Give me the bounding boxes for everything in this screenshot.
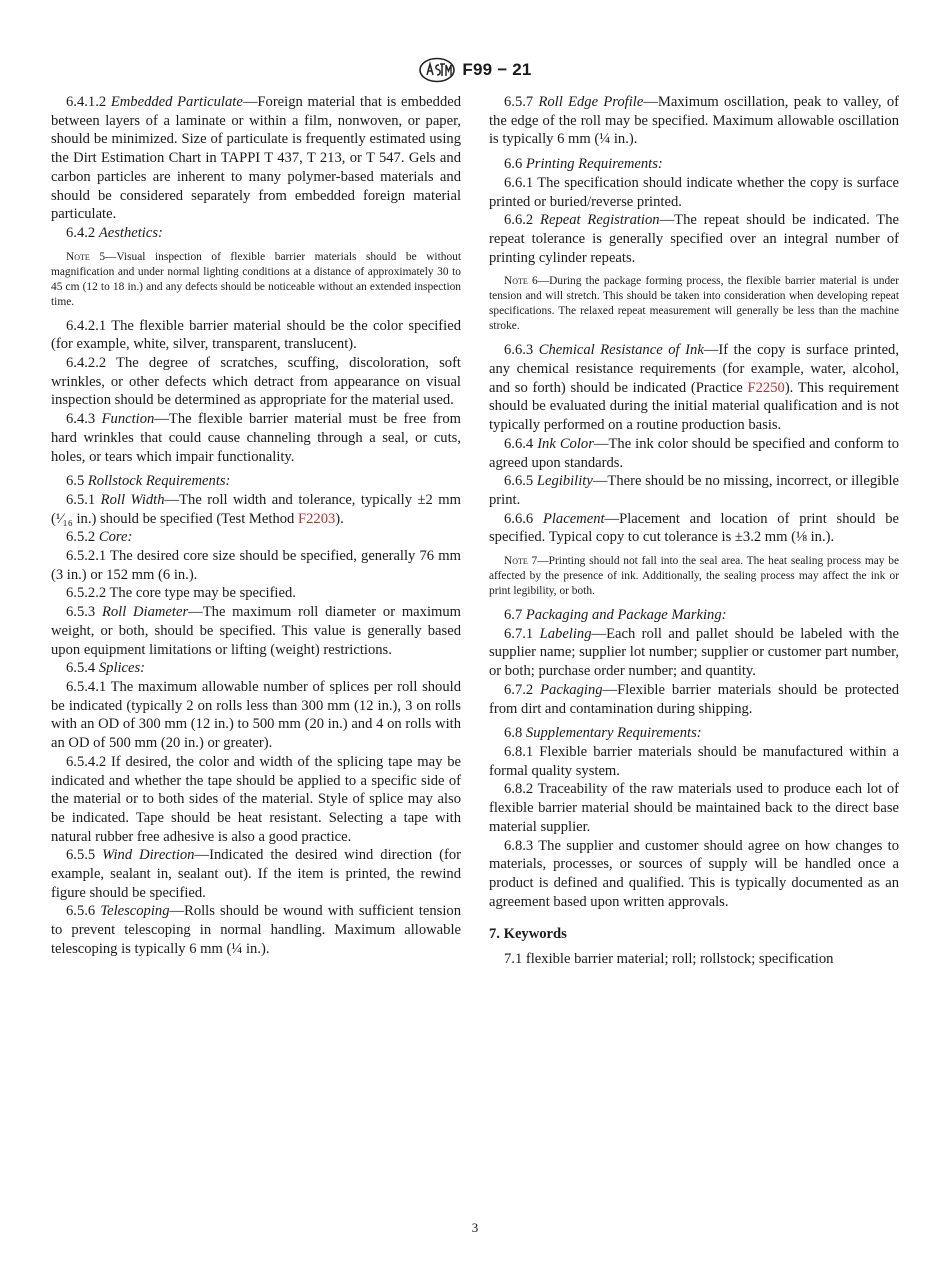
section-6-8: 6.8 Supplementary Requirements:	[504, 725, 702, 742]
link-f2203[interactable]: F2203	[297, 510, 336, 527]
section-6-5-4: 6.5.4 Splices:	[66, 660, 146, 677]
section-6-5-2-1: 6.5.2.1 The desired core size should be specified, generally 76 mm (3 in.) or 152 mm (6 in.).	[51, 548, 461, 583]
section-6-6-5: 6.6.5 Legibility—There should be no missing, incorrect, or illegible print.	[489, 473, 899, 508]
section-6-5-7: 6.5.7 Roll Edge Profile—Maximum oscillation, peak to valley, of the edge of the roll may be specified. Maximum allowable oscillation is typically 6 mm (¼ in.).	[489, 94, 899, 148]
section-6-7: 6.7 Packaging and Package Marking:	[504, 607, 727, 624]
section-6-6-6: 6.6.6 Placement—Placement and location of print should be specified. Typical copy to cut tolerance is ±3.2 mm (⅛ in.).	[489, 510, 899, 546]
note-6: Note 6—During the package forming process, the flexible barrier material is under tension and will stretch. This should be taken into consideration when developing repeat specifications. The relaxed repeat measurement will generally be less than the machine stroke.	[489, 275, 899, 333]
section-6-4-2-1: 6.4.2.1 The flexible barrier material should be the color specified (for example, white, silver, transparent, translucent).	[51, 317, 461, 353]
section-6-5-2: 6.5.2 Core:	[66, 529, 133, 546]
section-6-5-3: 6.5.3 Roll Diameter—The maximum roll diameter or maximum weight, or both, should be specified. This value is generally based upon equipment limitations or lifting (weight) restrictions.	[51, 604, 462, 658]
page-header	[0, 56, 950, 84]
section-6-6-4: 6.6.4 Ink Color—The ink color should be specified and conform to agreed upon standards.	[489, 435, 899, 471]
section-7-1: 7.1 flexible barrier material; roll; rollstock; specification	[504, 951, 834, 968]
page-number: 3	[471, 1220, 479, 1235]
note-5: Note 5—Visual inspection of flexible barrier materials should be without magnification and under normal lighting conditions at a distance of approximately 30 to 45 cm (12 to 18 in.) and any defects should be noticeable without an extended inspection time.	[51, 250, 461, 308]
section-6-5-5: 6.5.5 Wind Direction—Indicated the desired wind direction (for example, sealant in, sealant out). If the item is printed, the rewind figure should be specified.	[51, 847, 461, 901]
section-6-5-6: 6.5.6 Telescoping—Rolls should be wound with sufficient tension to prevent telescoping in normal handling. Maximum allowable telescoping is typically 6 mm (¼ in.).	[51, 903, 461, 957]
section-6-5-4-1: 6.5.4.1 The maximum allowable number of splices per roll should be indicated (typically 2 on rolls less than 300 mm (12 in.), 3 on rolls with an OD of 300 mm (12 in.) to 500 mm (20 in.) and 4 on rolls with an OD of 500 mm (20 in.) or greater).	[51, 678, 461, 752]
link-f2250[interactable]: F2250	[747, 379, 785, 396]
section-6-5-1: 6.5.1 Roll Width—The roll width and tolerance, typically ±2 mm (¹⁄₁₆ in.) should be specified (Test Method F2203).	[51, 491, 461, 527]
section-6-7-2: 6.7.2 Packaging—Flexible barrier materials should be protected from dirt and contamination during shipping.	[489, 681, 899, 717]
section-6-5-2-2: 6.5.2.2 The core type may be specified.	[66, 585, 296, 602]
section-6-6: 6.6 Printing Requirements:	[504, 156, 663, 173]
astm-logo-icon	[418, 57, 456, 83]
section-6-8-3: 6.8.3 The supplier and customer should agree on how changes to materials, processes, or sources of supply will be handled once a product is defined and qualified. This is typically documented as an agreement based upon written approvals.	[489, 837, 899, 910]
left-column	[51, 93, 461, 959]
section-6-4-2-2: 6.4.2.2 The degree of scratches, scuffing, discoloration, soft wrinkles, or other defects which detract from appearance on visual inspection should be determined as appropriate for the material used.	[51, 355, 461, 409]
section-7-heading: 7. Keywords	[489, 926, 567, 943]
section-6-4-2: 6.4.2 Aesthetics:	[66, 224, 163, 241]
note-7: Note 7—Printing should not fall into the seal area. The heat sealing process may be affected by the presence of ink. Additionally, the sealing process may affect the ink or print legibility, or both.	[489, 555, 899, 598]
section-6-4-1-2: 6.4.1.2 Embedded Particulate—Foreign material that is embedded between layers of a laminate or within a film, nonwoven, or paper, should be minimized. Size of particulate is frequently estimated using the Dirt Estimation Chart in TAPPI T 437, T 213, or T 547. Gels and carbon particles are inherent to many polymer-based materials and should be considered separately from embedded foreign material particulate.	[51, 94, 462, 223]
section-6-6-2: 6.6.2 Repeat Registration—The repeat should be indicated. The repeat tolerance is generally specified over an integral number of printing cylinder repeats.	[489, 212, 899, 266]
section-6-5-4-2: 6.5.4.2 If desired, the color and width of the splicing tape may be indicated and whether the tape should be applied to a specific side of the material or to both sides of the material. Style of splice may also be indicated. Tape should be heat resistant. Selecting a tape with natural rubber free adhesive is also a good practice.	[51, 753, 461, 845]
section-6-6-1: 6.6.1 The specification should indicate whether the copy is surface printed or buried/reverse printed.	[489, 174, 899, 210]
section-6-4-3: 6.4.3 Function—The flexible barrier material must be free from hard wrinkles that could cause channeling through a seal, or cuts, holes, or tears which impair functionality.	[51, 411, 461, 465]
section-6-7-1: 6.7.1 Labeling—Each roll and pallet should be labeled with the supplier name; supplier lot number; supplier or customer part number, or both; purchase order number; and quantity.	[489, 625, 899, 680]
section-6-5: 6.5 Rollstock Requirements:	[66, 473, 231, 490]
section-6-6-3: 6.6.3 Chemical Resistance of Ink—If the copy is surface printed, any chemical resistance requirements (for example, water, alcohol, and so forth) should be indicated (Practice F2250). This requirement should be evaluated during the initial material qualification and is not typically performed on a routine production basis.	[489, 342, 899, 434]
right-column	[489, 93, 899, 969]
section-6-8-1: 6.8.1 Flexible barrier materials should be manufactured within a formal quality system.	[489, 743, 899, 779]
standard-designation: F99 − 21	[462, 60, 532, 79]
section-6-8-2: 6.8.2 Traceability of the raw materials used to produce each lot of flexible barrier material should be maintained back to the direct base material supplier.	[489, 781, 899, 835]
